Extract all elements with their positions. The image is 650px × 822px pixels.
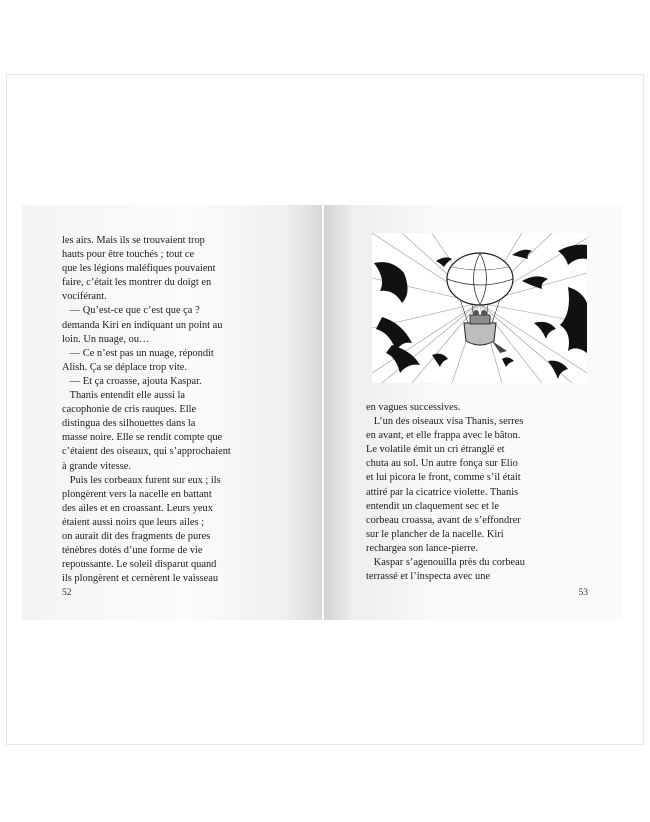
text-line: on aurait dit des fragments de pures <box>62 530 211 542</box>
text-line: à grande vitesse. <box>62 460 131 472</box>
right-page <box>324 205 622 620</box>
page-number-right: 53 <box>578 588 588 598</box>
right-page-text <box>366 401 586 584</box>
text-line: plongèrent vers la nacelle en battant <box>62 488 212 500</box>
left-page <box>22 205 322 620</box>
page-number-left: 52 <box>62 588 72 598</box>
text-line: les airs. Mais ils se trouvaient trop <box>62 235 205 246</box>
text-line: Puis les corbeaux furent sur eux ; ils <box>62 474 221 486</box>
text-line: demanda Kiri en indiquant un point au <box>62 319 223 331</box>
text-line: corbeau croassa, avant de s’effondrer <box>366 514 521 526</box>
text-line: Thanis entendit elle aussi la <box>62 390 186 402</box>
text-line: ils plongèrent et cernèrent le vaisseau <box>62 573 219 585</box>
text-line: attiré par la cicatrice violette. Thanis <box>366 486 519 498</box>
text-line: faire, c’était les montrer du doigt en <box>62 277 212 289</box>
text-line: chuta au sol. Un autre fonça sur Elio <box>366 458 518 470</box>
text-line: en avant, et elle frappa avec le bâton. <box>366 430 521 442</box>
text-line: hauts pour être touchés ; tout ce <box>62 249 195 261</box>
text-line: étaient aussi noirs que leurs ailes ; <box>62 516 204 528</box>
text-line: — Qu’est-ce que c’est que ça ? <box>62 305 200 317</box>
text-line: distingua des silhouettes dans la <box>62 418 196 430</box>
text-line: cacophonie de cris rauques. Elle <box>62 404 197 416</box>
text-line: vociférant. <box>62 291 107 303</box>
text-line: repoussante. Le soleil disparut quand <box>62 559 217 571</box>
text-line: rechargea son lance-pierre. <box>366 542 479 554</box>
text-line: des ailes et en croassant. Leurs yeux <box>62 502 213 514</box>
text-line: L’un des oiseaux visa Thanis, serres <box>366 416 524 428</box>
text-line: entendit un claquement sec et le <box>366 500 500 512</box>
text-line: Kaspar s’agenouilla près du corbeau <box>366 557 525 569</box>
text-line: Alish. Ça se déplace trop vite. <box>62 361 187 373</box>
left-page-text <box>62 234 292 586</box>
book-spread <box>22 205 622 620</box>
text-line: en vagues successives. <box>366 402 461 413</box>
text-line: — Ce n’est pas un nuage, répondit <box>62 347 214 359</box>
text-line: que les légions maléfiques pouvaient <box>62 263 216 275</box>
text-line: loin. Un nuage, ou… <box>62 333 150 345</box>
text-line: c’étaient des oiseaux, qui s’approchaient <box>62 446 231 458</box>
text-line: sur le plancher de la nacelle. Kiri <box>366 528 504 540</box>
text-line: masse noire. Elle se rendit compte que <box>62 432 223 444</box>
text-line: et lui picora le front, comme s’il était <box>366 472 521 484</box>
text-line: ténèbres dotés d’une forme de vie <box>62 545 203 557</box>
airship-with-ravens-illustration <box>372 233 587 383</box>
text-line: — Et ça croasse, ajouta Kaspar. <box>62 375 202 387</box>
text-line: Le volatile émit un cri étranglé et <box>366 444 505 456</box>
text-line: terrassé et l’inspecta avec une <box>366 571 491 583</box>
